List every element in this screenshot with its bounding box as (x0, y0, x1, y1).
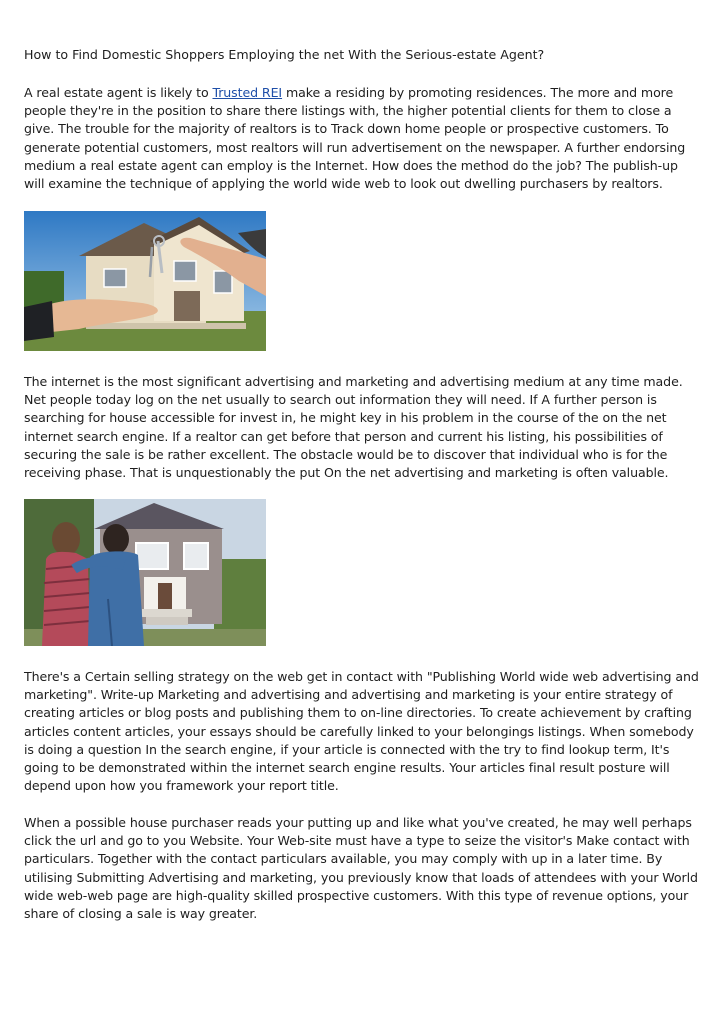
paragraph-article-marketing: There's a Certain selling strategy on the web get in contact with "Publishing World wide web advertising and marketing". Write-up Marketing and advertising and advertising and marketing is your entire strategy of creating articles or blog posts and publishing them to on-line directories. To create achievement by crafting articles content articles, your essays should be carefully linked to your belongings listings. When somebody is doing a question In the search engine, if your article is connected with the try to find lookup term, It's going to be demonstrated within the internet search engine results. Your articles final result posture will depend upon how you framework your report title. (24, 669, 699, 794)
intro-text-end: make a residing by promoting residences. The more and more people they're in the position to share there listings with, the higher potential clients for them to close a give. The trouble for the majority of realtors is to Track down home people or prospective customers. To generate potential customers, most realtors will run advertisement on the newspaper. A further endorsing medium a real estate agent can employ is the Internet. How does the method do the job? The publish-up will examine the technique of applying the world wide web to look out dwelling purchasers by realtors. (24, 85, 686, 192)
paragraph-intro (24, 84, 700, 193)
couple-house-photo (24, 499, 266, 646)
house-keys-illustration (24, 211, 266, 351)
house-keys-photo (24, 211, 266, 351)
couple-house-illustration (24, 499, 266, 646)
paragraph-purchaser-follow-up: When a possible house purchaser reads your putting up and like what you've created, he may well perhaps click the url and go to you Website. Your Web-site must have a type to seize the visitor's Make contact with particulars. Together with the contact particulars available, you may comply with up in a later time. By utilising Submitting Advertising and marketing, you previously know that loads of attendees with your World wide web-web page are high-quality skilled prospective customers. With this type of revenue options, your share of closing a sale is way greater. (24, 815, 698, 922)
article-title: How to Find Domestic Shoppers Employing the net With the Serious-estate Agent? (24, 47, 545, 62)
paragraph-internet-medium: The internet is the most significant advertising and marketing and advertising medium at any time made. Net people today log on the net usually to search out information they will need. If A further person is searching for house accessible for invest in, he might key in his problem in the course of the on the net internet search engine. If a realtor can get before that person and current his listing, his possibilities of securing the sale is be rather excellent. The obstacle would be to discover that individual who is for the receiving phase. That is unquestionably the put On the net advertising and marketing is often valuable. (24, 374, 683, 481)
trusted-rei-link[interactable]: Trusted REI (212, 85, 283, 100)
intro-text-start: A real estate agent is likely to (24, 85, 213, 100)
